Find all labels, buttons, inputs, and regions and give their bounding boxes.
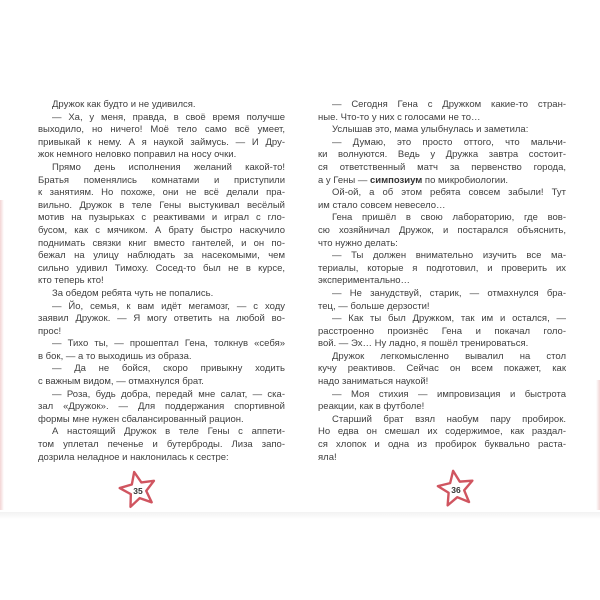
text-line: ся хлопок и одна из пробирок буквально раста- [318,439,566,451]
page-number-badge-left [115,467,161,513]
text-line: сю хозяйничал Дружок, и постарался объяснить, [318,224,566,236]
text-line: ся ответственный матч за первенство города, [318,161,566,173]
page-number-badge-right [433,466,479,512]
page-edge-left [0,200,4,510]
text-line: вой. — Эх… Ну ладно, я пошёл тренироваться. [318,338,529,350]
text-line: ки волнуются. Ведь у Дружка завтра состоит- [318,149,566,161]
text-line: тец, — больше дерзости! [318,300,430,312]
text-line: — Да не бойся, скоро привыкну ходить [52,363,285,375]
text-line: — Ты должен внимательно изучить все ма- [332,250,566,262]
text-line: зал «Дружок». — Для поддержания спортивной [38,401,285,413]
paragraph [318,250,566,288]
text-line: мотив на пузырьках с реактивами и играл с гло- [38,212,285,224]
page-number: 35 [133,485,143,496]
paragraph [318,313,566,351]
text-line: — Йо, семья, к вам идёт мегамозг, — с ходу [52,300,285,312]
paragraph [38,288,285,301]
paragraph [318,99,566,124]
text-line: Но едва он смешал их содержимое, как раздал- [318,426,566,438]
text-line: Гена пришёл в свою лабораторию, где вов- [332,212,566,224]
text-line: надо заниматься наукой! [318,376,429,388]
text-line: кучу реактивов. Сейчас он всем покажет, как [318,363,566,375]
text-line: расстроенно произнёс Гена и покачал голо- [318,325,566,337]
text-line: Ой-ой, а об этом ребята совсем забыли! Тут [332,187,566,199]
text-line: териалы, которые я подготовил, и проверить их [318,262,566,274]
text-line: формы мне нужен сбалансированный рацион. [38,413,244,425]
text-line: — Роза, будь добра, передай мне салат, — ска- [52,388,285,400]
page-number: 36 [451,484,461,495]
page-right [318,99,566,464]
paragraph [38,338,285,363]
paragraph [38,99,285,112]
text-line: — Моя стихия — импровизация и быстрота [332,388,566,400]
text-line: За обедом ребята чуть не попались. [52,287,214,299]
text-line: дозрила неладное и наклонилась к сестре: [38,451,229,463]
paragraph [318,351,566,389]
text-line: что нужно делать: [318,237,398,249]
text-line: — Думаю, это просто оттого, что мальчи- [332,136,566,148]
text-line: Дружок как будто и не удивился. [52,99,196,110]
text-line: яла! [318,451,337,463]
paragraph [38,301,285,339]
text-line: поднимать связки книг вместо гантелей, и он по- [38,237,285,249]
text-line: жок немного неловко поправил на носу очки. [38,149,237,161]
paragraph [318,187,566,212]
text-line: выходило, но ничего! Моё тело само всё умеет, [38,124,285,136]
text-line: — Не занудствуй, старик, — отмахнулся бра- [332,287,566,299]
text-line: Услышав это, мама улыбнулась и заметила: [332,124,529,136]
text-line: — Как ты был Дружком, так им и остался, — [332,313,566,325]
paragraph [318,137,566,187]
paragraph [38,389,285,427]
text-line: бежал на улицу наблюдать за насекомыми, чем [38,250,285,262]
text-line: том уплетал печенье и бутерброды. Лиза запо- [38,439,285,451]
text-line: Дружок легкомысленно вывалил на стол [332,350,566,362]
text-line: экспериментально… [318,275,410,287]
paragraph [318,212,566,250]
text-line: им стало совсем невесело… [318,199,446,211]
text-line: кто теперь кто! [38,275,104,287]
text-line: — Ха, у меня, правда, в своё время получше [52,111,285,123]
text-line: заявил Дружок. — Я могу ответить на любой во- [38,313,285,325]
text-line: привыкай к нему. А я наукой займусь. — И Дру- [38,136,285,148]
paragraph [38,162,285,288]
paragraph [318,288,566,313]
paragraph [318,389,566,414]
text-line: прос! [38,325,62,337]
text-line: А настоящий Дружок в теле Гены с аппети- [52,426,285,438]
text-line: бусом, как с мячиком. А брату быстро наскучило [38,224,285,236]
page-left [38,99,285,464]
paragraph [38,112,285,162]
paragraph [318,124,566,137]
text-line: вильно. Дружок в теле Гены выстукивал весёлый [38,199,285,211]
text-line: с важным видом, — отмахнулся брат. [38,376,204,388]
text-line: сильно удивил Тимоху. Сосед-то был не в курсе, [38,262,285,274]
text-line: — Тихо ты, — прошептал Гена, толкнув «себя» [52,338,285,350]
text-line: реакции, как в футболе! [318,401,425,413]
paragraph [318,414,566,464]
text-line: к занятиям. Но похоже, они не всё делали пра- [38,187,285,199]
text-line: Прямо день исполнения желаний какой-то! [52,161,285,173]
paragraph [38,426,285,464]
text-line: в бок, — а то выходишь из образа. [38,350,192,362]
text-line: а у Гены — симпозиум по микробиологии. [318,174,509,186]
paragraph [38,363,285,388]
page-stack-edge [0,512,600,519]
text-line: — Сегодня Гена с Дружком какие-то стран- [332,99,566,110]
page-edge-right [596,380,600,510]
text-line: ные. Что-то у них с голосами не то… [318,111,481,123]
text-line: Братья поменялись комнатами и приступили [38,174,285,186]
text-line: Старший брат взял наобум пару пробирок. [332,413,566,425]
